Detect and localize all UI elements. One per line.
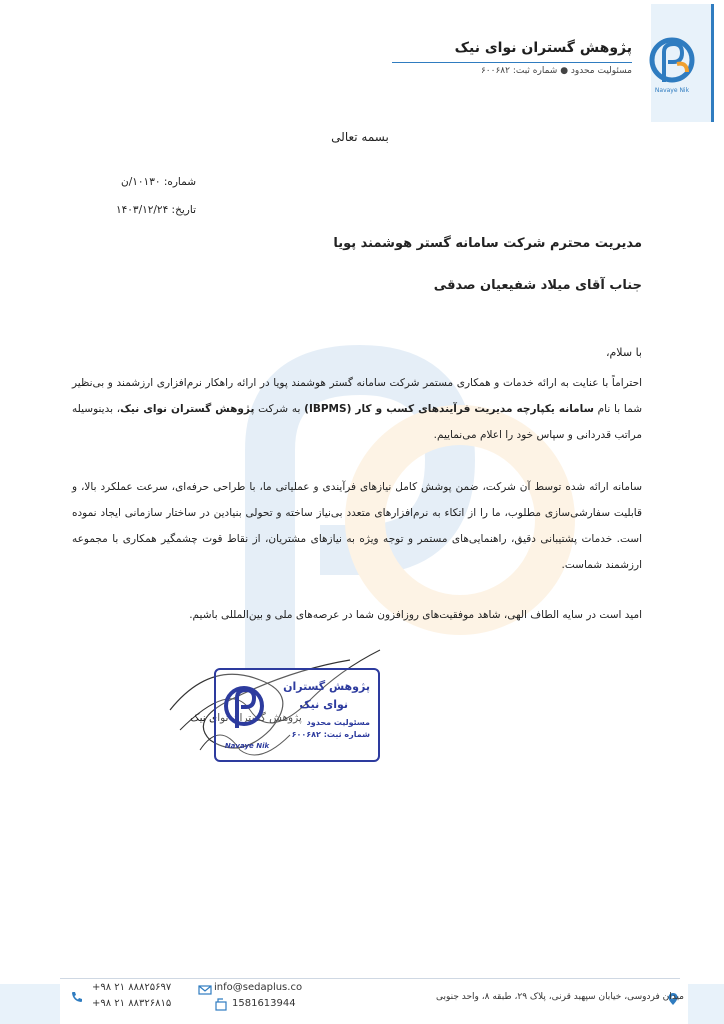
footer-phone-2: +۹۸ ۲۱ ۸۸۳۲۶۸۱۵ [92, 998, 172, 1009]
company-stamp [214, 668, 380, 762]
p1-part-a: احتراماً با عنایت به ارائه خدمات و همکاری مستمر شرکت سامانه گستر هوشمند پویا در ارائه راهکار نرم‌افزاری ارزشمند و بی‌نظیر شما با نام [72, 377, 642, 415]
stamp-name-line1: پژوهش گستران [283, 680, 370, 693]
logo-caption: Navaye Nik [654, 87, 690, 94]
email-icon [198, 983, 212, 997]
stamp-registration: شماره ثبت: ۶۰۰۶۸۲ [291, 730, 370, 739]
company-registration: مسئولیت محدود ● شماره ثبت: ۶۰۰۶۸۲ [480, 66, 632, 76]
footer-corner-right [688, 984, 724, 1024]
header-divider [392, 62, 632, 63]
p1-system-name: سامانه یکپارچه مدیریت فرآیندهای کسب و کار (IBPMS) [304, 403, 594, 415]
stamp-name-line2: نوای نیک [299, 698, 348, 711]
p1-company-name: پژوهش گستران نوای نیک [120, 403, 255, 415]
footer-postal-code: 1581613944 [232, 998, 296, 1009]
greeting: با سلام، [605, 346, 642, 359]
mailbox-icon [214, 998, 228, 1012]
letterhead-logo-panel [651, 4, 714, 122]
company-logo-icon [647, 34, 697, 94]
paragraph-3: امید است در سایه الطاف الهی، شاهد موفقیت‌های روزافزون شما در عرصه‌های ملی و بین‌المللی باشیم. [189, 609, 642, 621]
phone-icon [70, 990, 84, 1004]
stamp-sub: مسئولیت محدود [306, 718, 370, 727]
recipient-person: جناب آقای میلاد شفیعیان صدقی [433, 278, 642, 293]
letter-number: شماره: ۱۰۱۳۰/ن [121, 176, 196, 188]
letter-date: تاریخ: ۱۴۰۳/۱۲/۲۴ [116, 204, 196, 216]
footer-corner-left [0, 984, 60, 1024]
basmala: بسمه تعالی [331, 130, 389, 144]
footer-address: میدان فردوسی، خیابان سپهبد قرنی، پلاک ۲۹، طبقه ۸، واحد جنوبی [435, 992, 684, 1002]
paragraph-2: سامانه ارائه شده توسط آن شرکت، ضمن پوشش کامل نیازهای فرآیندی و عملیاتی ما، با طراحی حرفه‌ای، سرعت عملکرد بالا، و قابلیت سفارشی‌سازی مطلوب، ما را از اتکاء به نرم‌افزارهای متعدد بی‌نیاز ساخته و تحولی بنیادین در ساختار سازمانی ایجاد نموده است. خدمات پشتیبانی دقیق، راهنمایی‌های مستمر و توجه ویژه به نیازهای مشتریان، از نقاط قوت چشمگیر همکاری با مجموعه ارزشمند شماست. [72, 481, 642, 571]
stamp-caption: Navaye Nik [224, 742, 270, 750]
footer-divider [60, 978, 680, 979]
footer-email[interactable]: info@sedaplus.co [214, 982, 303, 993]
p1-part-c: به شرکت [254, 403, 305, 415]
signatory-name: پژوهش گستران نوای نیک [190, 712, 302, 724]
recipient-organization: مدیریت محترم شرکت سامانه گستر هوشمند پویا [333, 236, 642, 251]
company-name: پژوهش گستران نوای نیک [454, 40, 632, 56]
paragraph-1 [72, 370, 642, 448]
p1-part-e: ، بدینوسیله مراتب قدردانی و سپاس خود را اعلام می‌نماییم. [72, 403, 642, 441]
footer-phone-1: +۹۸ ۲۱ ۸۸۸۲۵۶۹۷ [92, 982, 172, 993]
